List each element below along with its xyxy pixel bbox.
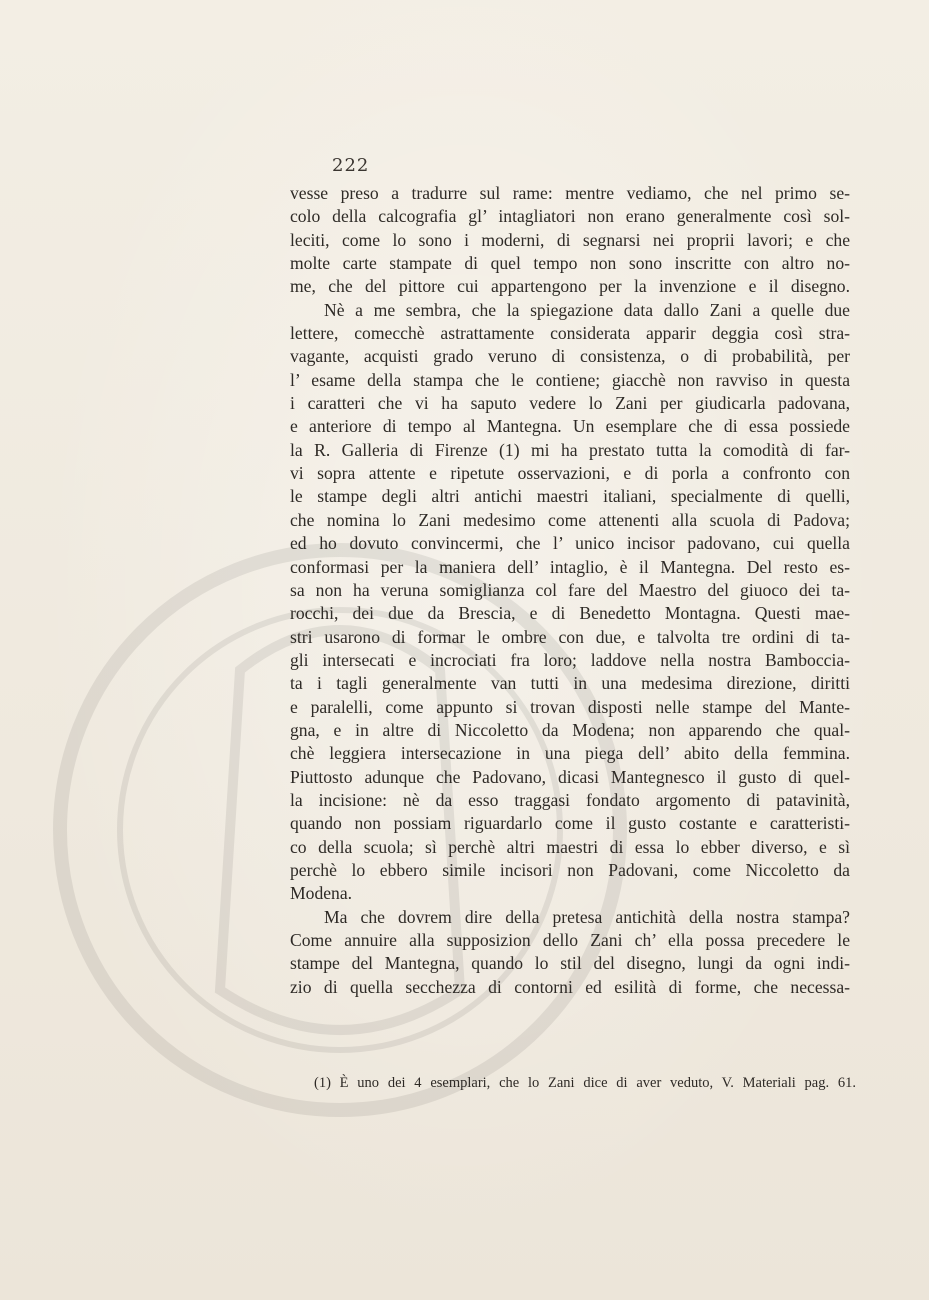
text-line: quando non possiam riguardarlo come il gusto costante e caratteristi- [290, 813, 850, 834]
text-line: l’ esame della stampa che le contiene; giacchè non ravviso in questa [290, 369, 850, 390]
text-line: vesse preso a tradurre sul rame: mentre vediamo, che nel primo se- [290, 183, 850, 203]
text-line: gna, e in altre di Niccoletto da Modena; non apparendo che qual- [290, 719, 850, 740]
text-line: zio di quella secchezza di contorni ed esilità di forme, che necessa- [290, 976, 850, 997]
text-line: la R. Galleria di Firenze (1) mi ha prestato tutta la comodità di far- [290, 439, 850, 460]
text-line: e anteriore di tempo al Mantegna. Un esemplare che di essa possiede [290, 416, 850, 437]
text-line: i caratteri che vi ha saputo vedere lo Zani per giudicarla padovana, [290, 393, 850, 414]
text-line: gli intersecati e incrociati fra loro; laddove nella nostra Bamboccia- [290, 649, 850, 670]
text-line: leciti, come lo sono i moderni, di segnarsi nei proprii lavori; e che [290, 229, 850, 250]
text-line: conformasi per la maniera dell’ intaglio, è il Mantegna. Del resto es- [290, 556, 850, 577]
text-line: ed ho dovuto convincermi, che l’ unico incisor padovano, cui quella [290, 533, 850, 554]
footnote: (1) È uno dei 4 esemplari, che lo Zani dice di aver veduto, V. Materiali pag. 61. [314, 1075, 856, 1091]
text-line: colo della calcografia gl’ intagliatori non erano generalmente così sol- [290, 206, 850, 227]
text-line: perchè lo ebbero simile incisori non Padovani, come Niccoletto da [290, 859, 850, 880]
text-line: la incisione: nè da esso traggasi fondato argomento di patavinità, [290, 789, 850, 810]
text-line: Modena. [290, 883, 353, 904]
text-line: ta i tagli generalmente van tutti in una medesima direzione, diritti [290, 673, 850, 694]
text-line: Ma che dovrem dire della pretesa antichità della nostra stampa? [324, 906, 850, 927]
text-line: molte carte stampate di quel tempo non sono inscritte con altro no- [290, 253, 850, 274]
text-line: lettere, comecchè astrattamente considerata apparir deggia così stra- [290, 323, 850, 344]
text-line: stri usarono di formar le ombre con due, e talvolta tre ordini di ta- [290, 626, 850, 647]
text-line: che nomina lo Zani medesimo come attenenti alla scuola di Padova; [290, 509, 850, 530]
text-line: Nè a me sembra, che la spiegazione data dallo Zani a quelle due [324, 299, 850, 320]
text-line: vagante, acquisti grado veruno di consistenza, o di probabilità, per [290, 346, 850, 367]
body-text [290, 182, 850, 999]
text-line: co della scuola; sì perchè altri maestri di essa lo ebber diverso, e sì [290, 836, 850, 857]
text-line: chè leggiera intersecazione in una piega dell’ abito della femmina. [290, 743, 850, 764]
text-line: Come annuire alla supposizion dello Zani ch’ ella possa precedere le [290, 930, 850, 950]
text-line: le stampe degli altri antichi maestri italiani, specialmente di quelli, [290, 486, 850, 507]
text-line: me, che del pittore cui appartengono per la invenzione e il disegno. [290, 276, 850, 297]
text-line: Piuttosto adunque che Padovano, dicasi Mantegnesco il gusto di quel- [290, 766, 850, 787]
text-line: e paralelli, come appunto si trovan disposti nelle stampe del Mante- [290, 696, 850, 717]
text-line: stampe del Mantegna, quando lo stil del disegno, lungi da ogni indi- [290, 953, 850, 974]
text-line: vi sopra attente e ripetute osservazioni, e di porla a confronto con [290, 463, 850, 484]
page-number: 222 [332, 155, 370, 176]
text-line: rocchi, dei due da Brescia, e di Benedetto Montagna. Questi mae- [290, 603, 850, 624]
text-line: sa non ha veruna somiglianza col fare del Maestro del giuoco dei ta- [290, 579, 850, 600]
